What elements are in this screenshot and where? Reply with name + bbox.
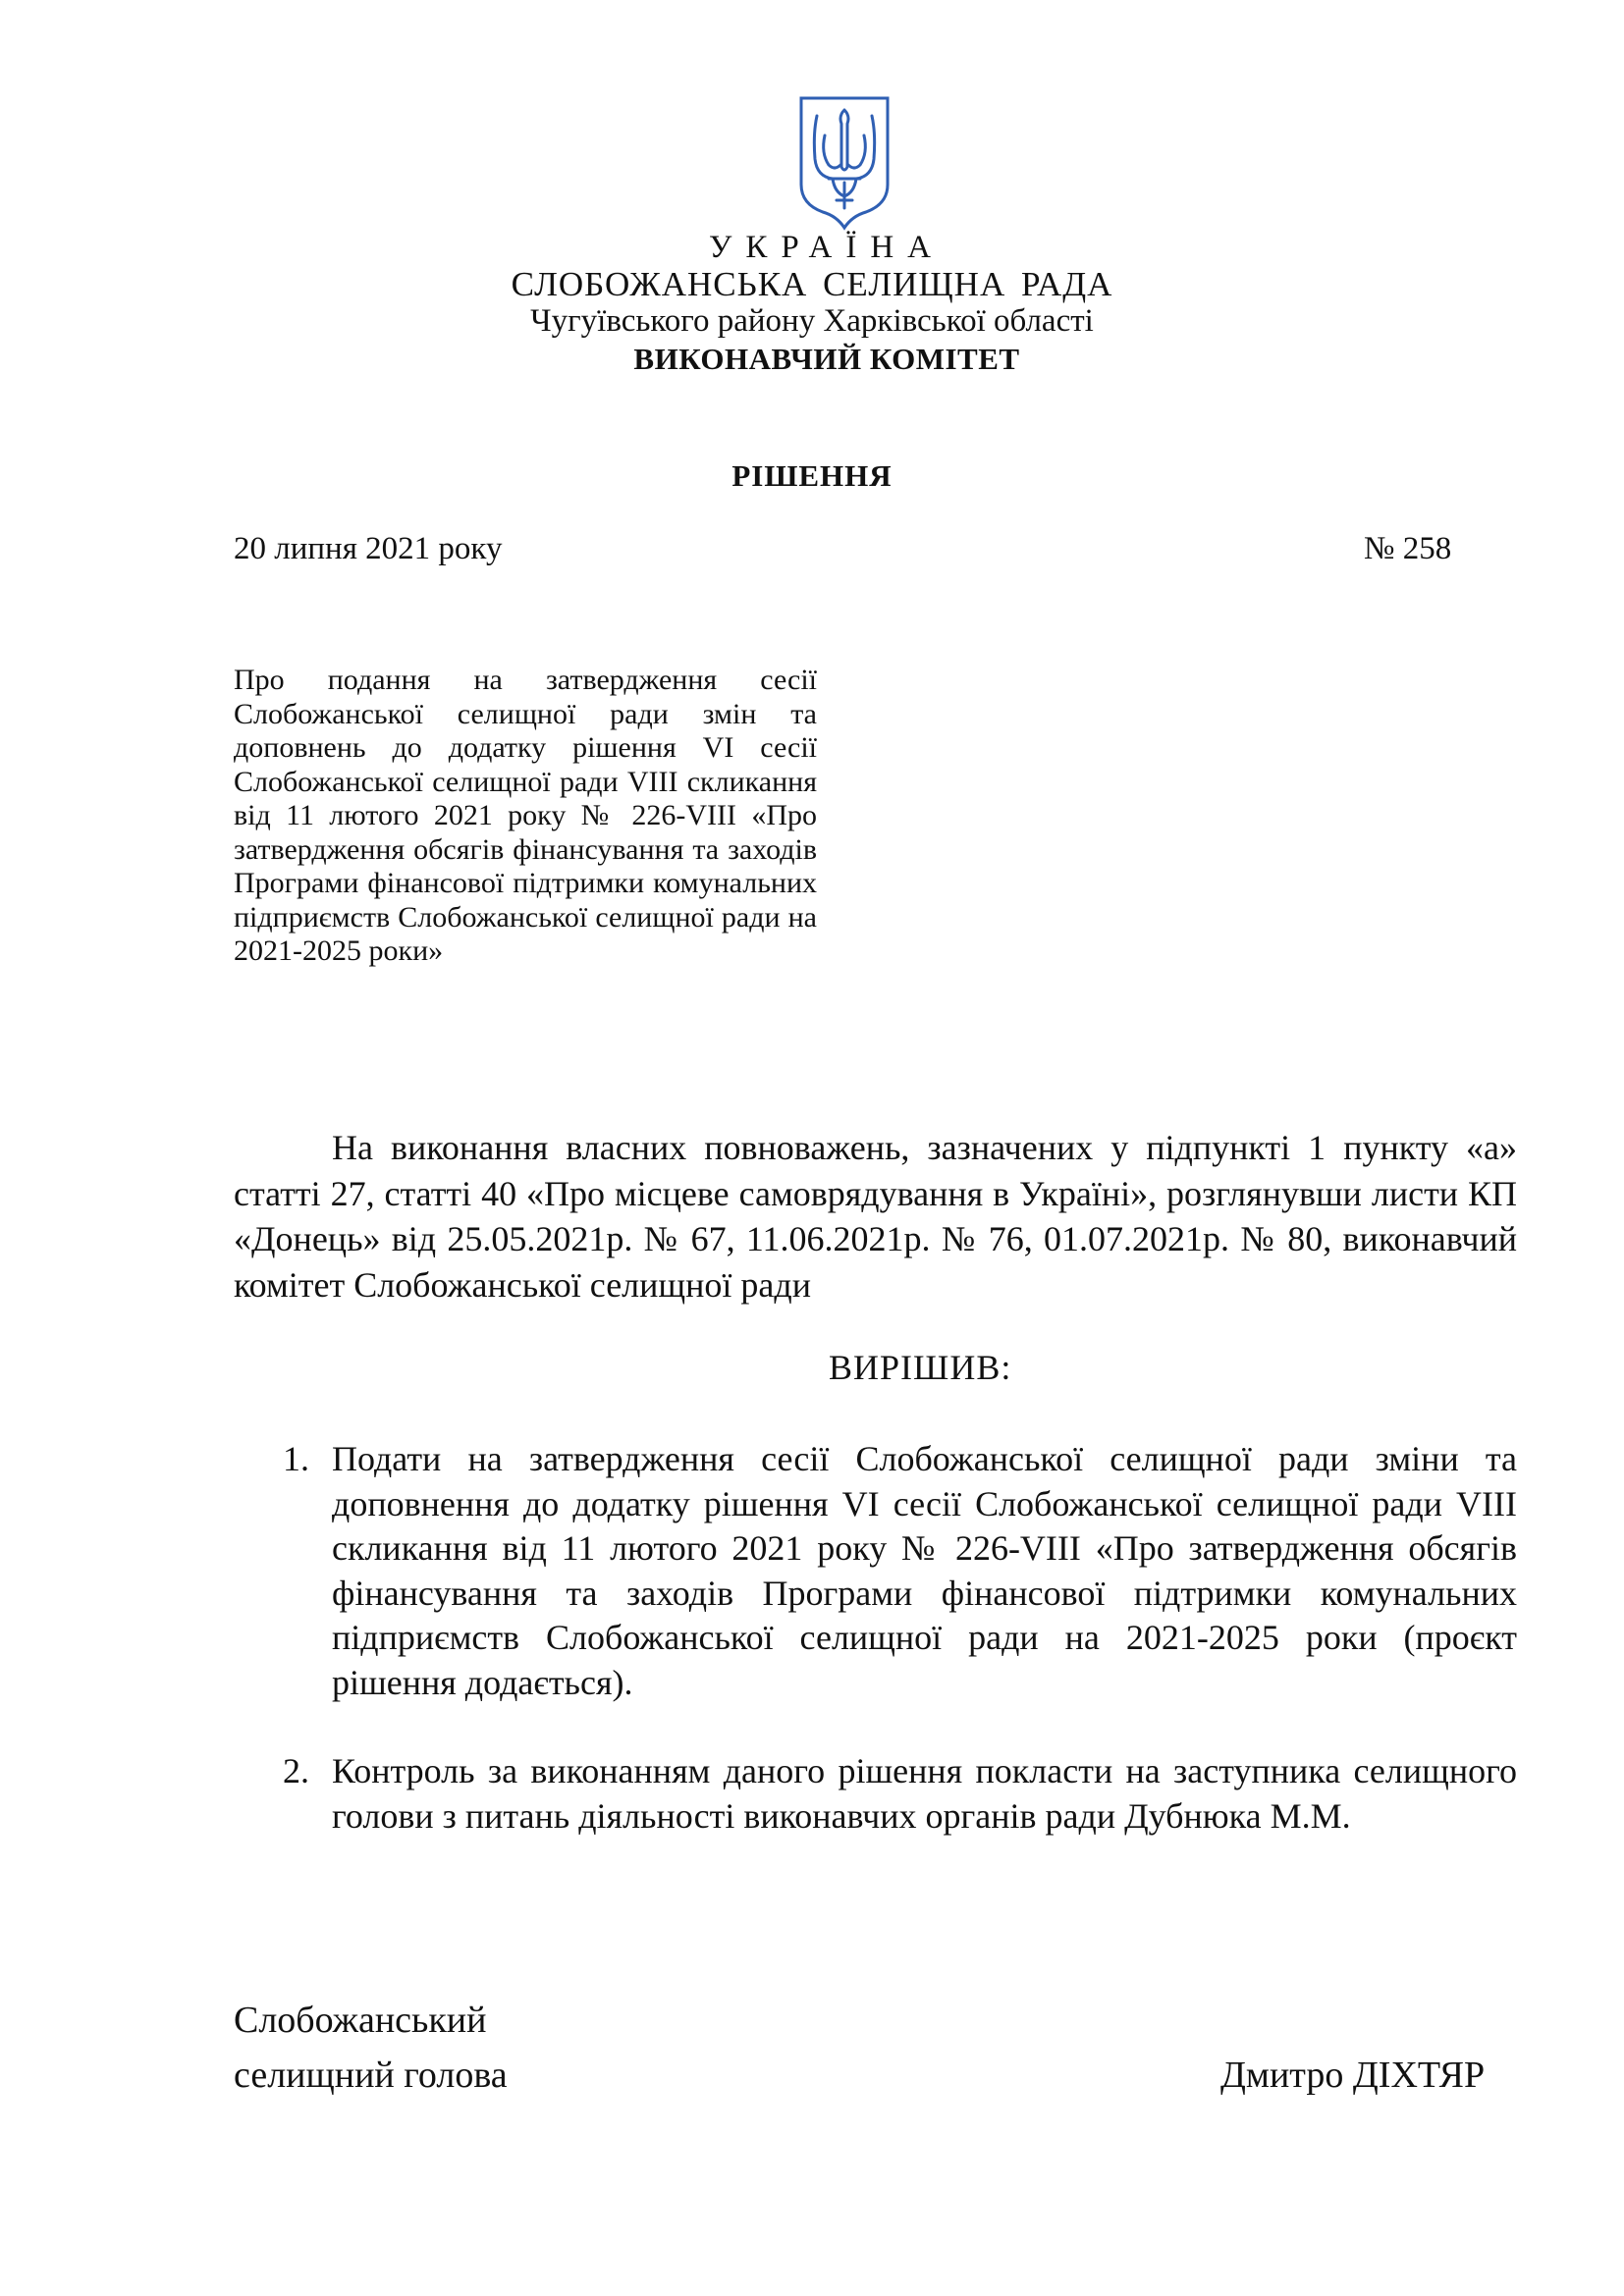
document-subject: Про подання на затвердження сесії Слобожанської селищної ради змін та доповнень до додатку рішення VІ сесії Слобожанської селищної ради VIII скликання від 11 лютого 2021 року № 226-VIII «Про затвердження обсягів фінансування та заходів Програми фінансової підтримки комунальних підприємств Слобожанської селищної ради на 2021-2025 роки»: [234, 664, 817, 967]
signatory-title-line2: селищний голова: [234, 2055, 508, 2096]
document-title: РІШЕННЯ: [731, 458, 893, 493]
list-item-text: Подати на затвердження сесії Слобожанської селищної ради зміни та доповнення до додатку рішення VІ сесії Слобожанської селищної ради VIII скликання від 11 лютого 2021 року № 226-VIII «Про затвердження обсягів фінансування та заходів Програми фінансової підтримки комунальних підприємств Слобожанської селищної ради на 2021-2025 роки (проєкт рішення додається).: [332, 1439, 1517, 1702]
preamble-paragraph: На виконання власних повноважень, зазначених у підпункті 1 пункту «а» статті 27, статті 40 «Про місцеве самоврядування в Україні», розглянувши листи КП «Донець» від 25.05.2021р. № 67, 11.06.2021р. № 76, 01.07.2021р. № 80, виконавчий комітет Слобожанської селищної ради: [234, 1128, 1517, 1305]
signatory-title-line1: Слобожанський: [234, 2000, 487, 2041]
council-heading: СЛОБОЖАНСЬКА СЕЛИЩНА РАДА: [511, 265, 1113, 303]
country-heading: УКРАЇНА: [709, 230, 945, 265]
signatory-name: Дмитро ДІХТЯР: [1220, 2055, 1486, 2096]
list-item-number: 2.: [283, 1751, 309, 1790]
list-item-number: 1.: [283, 1439, 309, 1478]
document-date: 20 липня 2021 року: [234, 531, 503, 566]
document-number: № 258: [1364, 531, 1452, 566]
list-item: [234, 1749, 1517, 1839]
region-heading: Чугуївського району Харківської області: [530, 303, 1094, 339]
list-item-text: Контроль за виконанням даного рішення покласти на заступника селищного голови з питань діяльності виконавчих органів ради Дубнюка М.М.: [332, 1751, 1517, 1836]
list-item: [234, 1437, 1517, 1705]
coat-of-arms-icon: [795, 94, 893, 232]
committee-heading: ВИКОНАВЧИЙ КОМІТЕТ: [633, 342, 1020, 376]
resolved-heading: ВИРІШИВ:: [829, 1348, 1012, 1387]
